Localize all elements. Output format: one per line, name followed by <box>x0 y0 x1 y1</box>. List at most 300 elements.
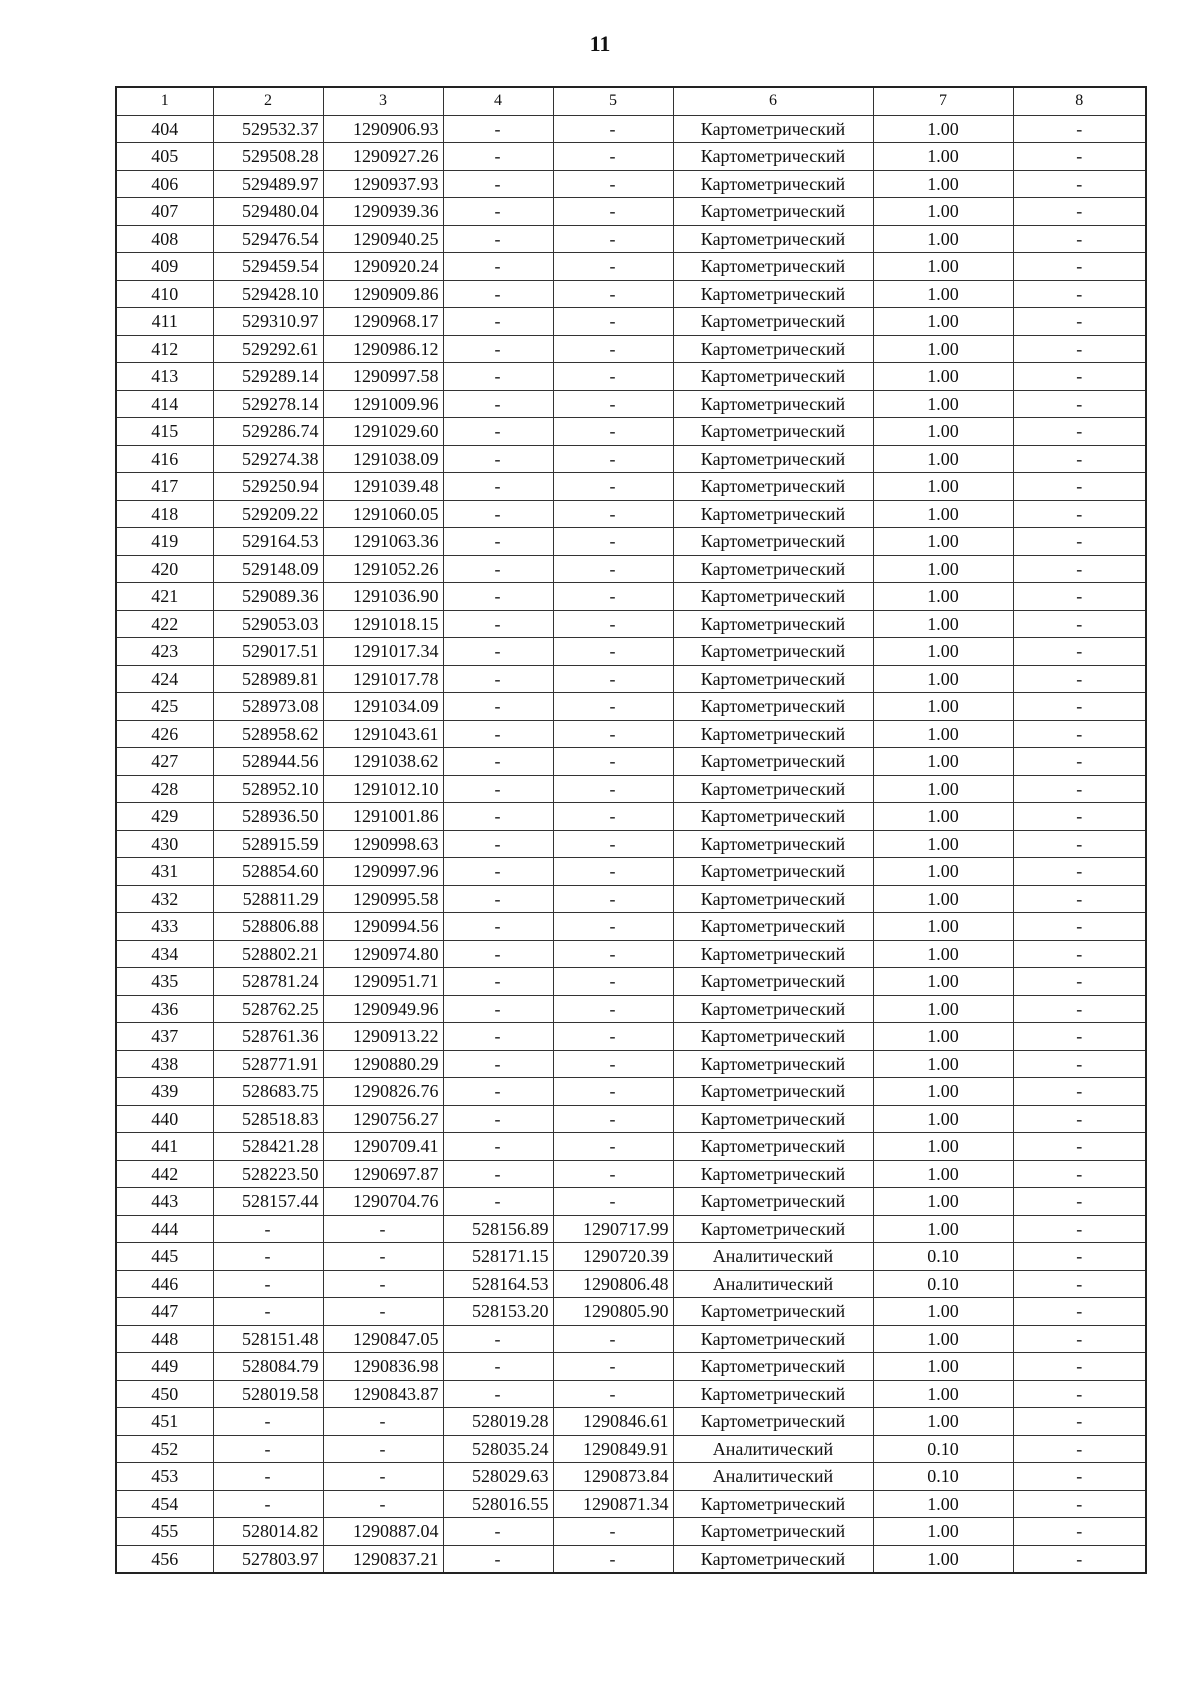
point-number-cell: 448 <box>116 1325 213 1353</box>
x-coordinate-cell: 528802.21 <box>213 940 323 968</box>
point-number-cell: 450 <box>116 1380 213 1408</box>
y-coordinate-cell: 1290927.26 <box>323 143 443 171</box>
y-coordinate-cell: 1290949.96 <box>323 995 443 1023</box>
table-body <box>116 115 1146 1573</box>
x-coordinate-cell: 528761.36 <box>213 1023 323 1051</box>
point-number-cell: 407 <box>116 198 213 226</box>
y-coordinate-cell: - <box>323 1270 443 1298</box>
note-cell: - <box>1013 170 1146 198</box>
table-row <box>116 1133 1146 1161</box>
x-coordinate-cell: 529428.10 <box>213 280 323 308</box>
y-coordinate-alt-cell: - <box>553 1325 673 1353</box>
x-coordinate-cell: 528958.62 <box>213 720 323 748</box>
point-number-cell: 406 <box>116 170 213 198</box>
note-cell: - <box>1013 583 1146 611</box>
method-cell: Аналитический <box>673 1435 873 1463</box>
point-number-cell: 413 <box>116 363 213 391</box>
table-row <box>116 1435 1146 1463</box>
y-coordinate-cell: 1291001.86 <box>323 803 443 831</box>
x-coordinate-alt-cell: - <box>443 693 553 721</box>
column-header: 4 <box>443 87 553 115</box>
table-row <box>116 1270 1146 1298</box>
point-number-cell: 433 <box>116 913 213 941</box>
note-cell: - <box>1013 280 1146 308</box>
y-coordinate-alt-cell: - <box>553 225 673 253</box>
method-cell: Картометрический <box>673 1105 873 1133</box>
table-row <box>116 363 1146 391</box>
x-coordinate-alt-cell: - <box>443 335 553 363</box>
y-coordinate-alt-cell: - <box>553 775 673 803</box>
y-coordinate-alt-cell: - <box>553 390 673 418</box>
x-coordinate-alt-cell: - <box>443 555 553 583</box>
x-coordinate-alt-cell: - <box>443 885 553 913</box>
y-coordinate-alt-cell: - <box>553 1353 673 1381</box>
y-coordinate-alt-cell: - <box>553 940 673 968</box>
x-coordinate-cell: 529278.14 <box>213 390 323 418</box>
x-coordinate-cell: 528811.29 <box>213 885 323 913</box>
method-cell: Картометрический <box>673 363 873 391</box>
method-cell: Картометрический <box>673 280 873 308</box>
y-coordinate-cell: - <box>323 1490 443 1518</box>
y-coordinate-cell: 1290998.63 <box>323 830 443 858</box>
y-coordinate-alt-cell: - <box>553 335 673 363</box>
x-coordinate-alt-cell: - <box>443 390 553 418</box>
method-cell: Картометрический <box>673 143 873 171</box>
table-row <box>116 995 1146 1023</box>
table-row <box>116 775 1146 803</box>
y-coordinate-alt-cell: - <box>553 1188 673 1216</box>
x-coordinate-cell: 529489.97 <box>213 170 323 198</box>
point-number-cell: 425 <box>116 693 213 721</box>
x-coordinate-alt-cell: - <box>443 775 553 803</box>
table-row <box>116 1215 1146 1243</box>
table-row <box>116 1160 1146 1188</box>
column-header: 6 <box>673 87 873 115</box>
method-cell: Картометрический <box>673 170 873 198</box>
accuracy-cell: 1.00 <box>873 913 1013 941</box>
point-number-cell: 426 <box>116 720 213 748</box>
y-coordinate-cell: 1290847.05 <box>323 1325 443 1353</box>
point-number-cell: 409 <box>116 253 213 281</box>
note-cell: - <box>1013 1298 1146 1326</box>
y-coordinate-alt-cell: 1290717.99 <box>553 1215 673 1243</box>
x-coordinate-alt-cell: - <box>443 1050 553 1078</box>
x-coordinate-alt-cell: - <box>443 473 553 501</box>
table-row <box>116 940 1146 968</box>
accuracy-cell: 1.00 <box>873 500 1013 528</box>
table-row <box>116 280 1146 308</box>
method-cell: Картометрический <box>673 775 873 803</box>
point-number-cell: 454 <box>116 1490 213 1518</box>
table-row <box>116 1353 1146 1381</box>
table-row <box>116 1518 1146 1546</box>
accuracy-cell: 1.00 <box>873 968 1013 996</box>
note-cell: - <box>1013 1188 1146 1216</box>
note-cell: - <box>1013 968 1146 996</box>
note-cell: - <box>1013 1133 1146 1161</box>
y-coordinate-cell: 1290843.87 <box>323 1380 443 1408</box>
note-cell: - <box>1013 1325 1146 1353</box>
y-coordinate-cell: - <box>323 1243 443 1271</box>
point-number-cell: 408 <box>116 225 213 253</box>
table-row <box>116 1050 1146 1078</box>
accuracy-cell: 1.00 <box>873 858 1013 886</box>
point-number-cell: 434 <box>116 940 213 968</box>
accuracy-cell: 1.00 <box>873 1518 1013 1546</box>
x-coordinate-cell: 528151.48 <box>213 1325 323 1353</box>
accuracy-cell: 1.00 <box>873 115 1013 143</box>
y-coordinate-cell: 1290974.80 <box>323 940 443 968</box>
accuracy-cell: 1.00 <box>873 1133 1013 1161</box>
y-coordinate-alt-cell: - <box>553 693 673 721</box>
y-coordinate-alt-cell: - <box>553 253 673 281</box>
x-coordinate-alt-cell: - <box>443 1133 553 1161</box>
point-number-cell: 429 <box>116 803 213 831</box>
method-cell: Картометрический <box>673 885 873 913</box>
table-row <box>116 528 1146 556</box>
table-row <box>116 638 1146 666</box>
x-coordinate-alt-cell: - <box>443 363 553 391</box>
accuracy-cell: 1.00 <box>873 418 1013 446</box>
x-coordinate-alt-cell: - <box>443 968 553 996</box>
method-cell: Картометрический <box>673 528 873 556</box>
y-coordinate-alt-cell: - <box>553 858 673 886</box>
x-coordinate-cell: 528421.28 <box>213 1133 323 1161</box>
method-cell: Картометрический <box>673 198 873 226</box>
x-coordinate-alt-cell: - <box>443 500 553 528</box>
table-row <box>116 1325 1146 1353</box>
point-number-cell: 422 <box>116 610 213 638</box>
y-coordinate-cell: 1291043.61 <box>323 720 443 748</box>
point-number-cell: 438 <box>116 1050 213 1078</box>
table-row <box>116 885 1146 913</box>
x-coordinate-alt-cell: - <box>443 1078 553 1106</box>
point-number-cell: 428 <box>116 775 213 803</box>
point-number-cell: 410 <box>116 280 213 308</box>
note-cell: - <box>1013 1435 1146 1463</box>
y-coordinate-alt-cell: - <box>553 280 673 308</box>
method-cell: Картометрический <box>673 610 873 638</box>
x-coordinate-cell: - <box>213 1435 323 1463</box>
y-coordinate-alt-cell: - <box>553 555 673 583</box>
point-number-cell: 451 <box>116 1408 213 1436</box>
x-coordinate-cell: 529053.03 <box>213 610 323 638</box>
method-cell: Картометрический <box>673 638 873 666</box>
point-number-cell: 420 <box>116 555 213 583</box>
y-coordinate-alt-cell: - <box>553 748 673 776</box>
note-cell: - <box>1013 1023 1146 1051</box>
x-coordinate-cell: 528518.83 <box>213 1105 323 1133</box>
method-cell: Картометрический <box>673 418 873 446</box>
x-coordinate-cell: 528019.58 <box>213 1380 323 1408</box>
y-coordinate-alt-cell: 1290871.34 <box>553 1490 673 1518</box>
note-cell: - <box>1013 390 1146 418</box>
x-coordinate-cell: 528223.50 <box>213 1160 323 1188</box>
y-coordinate-cell: 1290909.86 <box>323 280 443 308</box>
method-cell: Картометрический <box>673 693 873 721</box>
point-number-cell: 437 <box>116 1023 213 1051</box>
y-coordinate-cell: - <box>323 1298 443 1326</box>
x-coordinate-cell: 528915.59 <box>213 830 323 858</box>
x-coordinate-cell: 528936.50 <box>213 803 323 831</box>
x-coordinate-alt-cell: - <box>443 253 553 281</box>
accuracy-cell: 1.00 <box>873 803 1013 831</box>
note-cell: - <box>1013 1353 1146 1381</box>
y-coordinate-cell: 1290995.58 <box>323 885 443 913</box>
y-coordinate-cell: 1291052.26 <box>323 555 443 583</box>
point-number-cell: 415 <box>116 418 213 446</box>
header-row <box>116 87 1146 115</box>
note-cell: - <box>1013 1408 1146 1436</box>
note-cell: - <box>1013 335 1146 363</box>
x-coordinate-cell: 528771.91 <box>213 1050 323 1078</box>
point-number-cell: 443 <box>116 1188 213 1216</box>
y-coordinate-cell: 1290709.41 <box>323 1133 443 1161</box>
y-coordinate-cell: 1290756.27 <box>323 1105 443 1133</box>
accuracy-cell: 1.00 <box>873 1380 1013 1408</box>
accuracy-cell: 1.00 <box>873 1023 1013 1051</box>
y-coordinate-alt-cell: 1290806.48 <box>553 1270 673 1298</box>
note-cell: - <box>1013 885 1146 913</box>
accuracy-cell: 1.00 <box>873 1490 1013 1518</box>
point-number-cell: 418 <box>116 500 213 528</box>
x-coordinate-alt-cell: - <box>443 1105 553 1133</box>
method-cell: Картометрический <box>673 1160 873 1188</box>
y-coordinate-alt-cell: - <box>553 1160 673 1188</box>
method-cell: Аналитический <box>673 1270 873 1298</box>
y-coordinate-alt-cell: - <box>553 803 673 831</box>
accuracy-cell: 1.00 <box>873 1188 1013 1216</box>
note-cell: - <box>1013 1160 1146 1188</box>
y-coordinate-cell: 1290939.36 <box>323 198 443 226</box>
table-row <box>116 170 1146 198</box>
x-coordinate-alt-cell: - <box>443 445 553 473</box>
y-coordinate-cell: 1291039.48 <box>323 473 443 501</box>
accuracy-cell: 1.00 <box>873 280 1013 308</box>
x-coordinate-alt-cell: 528164.53 <box>443 1270 553 1298</box>
point-number-cell: 452 <box>116 1435 213 1463</box>
x-coordinate-alt-cell: - <box>443 803 553 831</box>
y-coordinate-alt-cell: - <box>553 1078 673 1106</box>
point-number-cell: 439 <box>116 1078 213 1106</box>
note-cell: - <box>1013 115 1146 143</box>
table-row <box>116 803 1146 831</box>
x-coordinate-cell: - <box>213 1215 323 1243</box>
x-coordinate-cell: 529286.74 <box>213 418 323 446</box>
table-row <box>116 1078 1146 1106</box>
table-row <box>116 445 1146 473</box>
x-coordinate-alt-cell: - <box>443 830 553 858</box>
x-coordinate-cell: 528781.24 <box>213 968 323 996</box>
accuracy-cell: 1.00 <box>873 390 1013 418</box>
x-coordinate-alt-cell: - <box>443 748 553 776</box>
method-cell: Картометрический <box>673 473 873 501</box>
table-row <box>116 198 1146 226</box>
y-coordinate-cell: 1291012.10 <box>323 775 443 803</box>
y-coordinate-cell: 1290836.98 <box>323 1353 443 1381</box>
y-coordinate-alt-cell: - <box>553 830 673 858</box>
accuracy-cell: 1.00 <box>873 720 1013 748</box>
x-coordinate-cell: 529459.54 <box>213 253 323 281</box>
x-coordinate-alt-cell: - <box>443 858 553 886</box>
x-coordinate-cell: 528084.79 <box>213 1353 323 1381</box>
accuracy-cell: 1.00 <box>873 583 1013 611</box>
method-cell: Картометрический <box>673 555 873 583</box>
method-cell: Картометрический <box>673 1545 873 1573</box>
y-coordinate-alt-cell: - <box>553 1518 673 1546</box>
y-coordinate-alt-cell: - <box>553 1105 673 1133</box>
table-row <box>116 913 1146 941</box>
note-cell: - <box>1013 418 1146 446</box>
x-coordinate-cell: 529148.09 <box>213 555 323 583</box>
method-cell: Картометрический <box>673 445 873 473</box>
x-coordinate-alt-cell: - <box>443 280 553 308</box>
point-number-cell: 436 <box>116 995 213 1023</box>
method-cell: Картометрический <box>673 335 873 363</box>
note-cell: - <box>1013 308 1146 336</box>
method-cell: Картометрический <box>673 583 873 611</box>
x-coordinate-cell: 528806.88 <box>213 913 323 941</box>
y-coordinate-cell: 1291009.96 <box>323 390 443 418</box>
x-coordinate-cell: 529209.22 <box>213 500 323 528</box>
table-row <box>116 253 1146 281</box>
y-coordinate-alt-cell: - <box>553 363 673 391</box>
x-coordinate-alt-cell: 528029.63 <box>443 1463 553 1491</box>
table-row <box>116 968 1146 996</box>
x-coordinate-alt-cell: 528153.20 <box>443 1298 553 1326</box>
table-row <box>116 830 1146 858</box>
x-coordinate-alt-cell: - <box>443 638 553 666</box>
note-cell: - <box>1013 940 1146 968</box>
x-coordinate-cell: - <box>213 1408 323 1436</box>
method-cell: Картометрический <box>673 1298 873 1326</box>
accuracy-cell: 1.00 <box>873 143 1013 171</box>
x-coordinate-alt-cell: - <box>443 665 553 693</box>
x-coordinate-cell: 529089.36 <box>213 583 323 611</box>
accuracy-cell: 1.00 <box>873 775 1013 803</box>
x-coordinate-cell: 529476.54 <box>213 225 323 253</box>
y-coordinate-cell: 1291018.15 <box>323 610 443 638</box>
x-coordinate-alt-cell: - <box>443 1325 553 1353</box>
y-coordinate-cell: 1290937.93 <box>323 170 443 198</box>
point-number-cell: 441 <box>116 1133 213 1161</box>
y-coordinate-alt-cell: - <box>553 885 673 913</box>
table-row <box>116 390 1146 418</box>
accuracy-cell: 1.00 <box>873 885 1013 913</box>
y-coordinate-alt-cell: - <box>553 665 673 693</box>
point-number-cell: 432 <box>116 885 213 913</box>
column-header: 1 <box>116 87 213 115</box>
note-cell: - <box>1013 720 1146 748</box>
y-coordinate-cell: 1290986.12 <box>323 335 443 363</box>
accuracy-cell: 1.00 <box>873 253 1013 281</box>
x-coordinate-alt-cell: - <box>443 913 553 941</box>
x-coordinate-cell: 529250.94 <box>213 473 323 501</box>
x-coordinate-alt-cell: - <box>443 1353 553 1381</box>
page-number: 11 <box>589 31 611 56</box>
x-coordinate-alt-cell: 528016.55 <box>443 1490 553 1518</box>
table-row <box>116 1408 1146 1436</box>
accuracy-cell: 1.00 <box>873 610 1013 638</box>
y-coordinate-alt-cell: - <box>553 995 673 1023</box>
note-cell: - <box>1013 143 1146 171</box>
table-row <box>116 1023 1146 1051</box>
x-coordinate-cell: 528157.44 <box>213 1188 323 1216</box>
accuracy-cell: 0.10 <box>873 1270 1013 1298</box>
point-number-cell: 404 <box>116 115 213 143</box>
table-row <box>116 555 1146 583</box>
x-coordinate-cell: 528944.56 <box>213 748 323 776</box>
x-coordinate-alt-cell: - <box>443 308 553 336</box>
table-row <box>116 1298 1146 1326</box>
method-cell: Картометрический <box>673 1408 873 1436</box>
x-coordinate-alt-cell: - <box>443 528 553 556</box>
accuracy-cell: 1.00 <box>873 1105 1013 1133</box>
x-coordinate-cell: 529017.51 <box>213 638 323 666</box>
note-cell: - <box>1013 1380 1146 1408</box>
x-coordinate-cell: 528854.60 <box>213 858 323 886</box>
x-coordinate-alt-cell: - <box>443 940 553 968</box>
accuracy-cell: 1.00 <box>873 555 1013 583</box>
point-number-cell: 419 <box>116 528 213 556</box>
note-cell: - <box>1013 1243 1146 1271</box>
table-row <box>116 308 1146 336</box>
point-number-cell: 440 <box>116 1105 213 1133</box>
y-coordinate-cell: 1291036.90 <box>323 583 443 611</box>
method-cell: Картометрический <box>673 720 873 748</box>
y-coordinate-cell: 1290994.56 <box>323 913 443 941</box>
x-coordinate-alt-cell: - <box>443 583 553 611</box>
accuracy-cell: 1.00 <box>873 198 1013 226</box>
y-coordinate-cell: 1290826.76 <box>323 1078 443 1106</box>
x-coordinate-alt-cell: 528171.15 <box>443 1243 553 1271</box>
point-number-cell: 449 <box>116 1353 213 1381</box>
y-coordinate-alt-cell: - <box>553 528 673 556</box>
table-row <box>116 225 1146 253</box>
note-cell: - <box>1013 528 1146 556</box>
y-coordinate-cell: 1290697.87 <box>323 1160 443 1188</box>
note-cell: - <box>1013 830 1146 858</box>
method-cell: Картометрический <box>673 225 873 253</box>
accuracy-cell: 0.10 <box>873 1435 1013 1463</box>
method-cell: Картометрический <box>673 858 873 886</box>
method-cell: Аналитический <box>673 1243 873 1271</box>
y-coordinate-cell: 1290837.21 <box>323 1545 443 1573</box>
method-cell: Картометрический <box>673 1215 873 1243</box>
y-coordinate-cell: 1290951.71 <box>323 968 443 996</box>
y-coordinate-cell: 1291038.09 <box>323 445 443 473</box>
note-cell: - <box>1013 803 1146 831</box>
x-coordinate-cell: 529310.97 <box>213 308 323 336</box>
y-coordinate-cell: - <box>323 1215 443 1243</box>
y-coordinate-alt-cell: - <box>553 418 673 446</box>
table-row <box>116 1380 1146 1408</box>
table-row <box>116 665 1146 693</box>
x-coordinate-cell: - <box>213 1270 323 1298</box>
y-coordinate-cell: 1291038.62 <box>323 748 443 776</box>
x-coordinate-alt-cell: - <box>443 143 553 171</box>
point-number-cell: 430 <box>116 830 213 858</box>
x-coordinate-alt-cell: - <box>443 1160 553 1188</box>
table-row <box>116 1243 1146 1271</box>
y-coordinate-alt-cell: - <box>553 610 673 638</box>
accuracy-cell: 1.00 <box>873 363 1013 391</box>
method-cell: Картометрический <box>673 1380 873 1408</box>
table-row <box>116 1105 1146 1133</box>
x-coordinate-alt-cell: - <box>443 1023 553 1051</box>
x-coordinate-cell: 529274.38 <box>213 445 323 473</box>
y-coordinate-alt-cell: - <box>553 500 673 528</box>
